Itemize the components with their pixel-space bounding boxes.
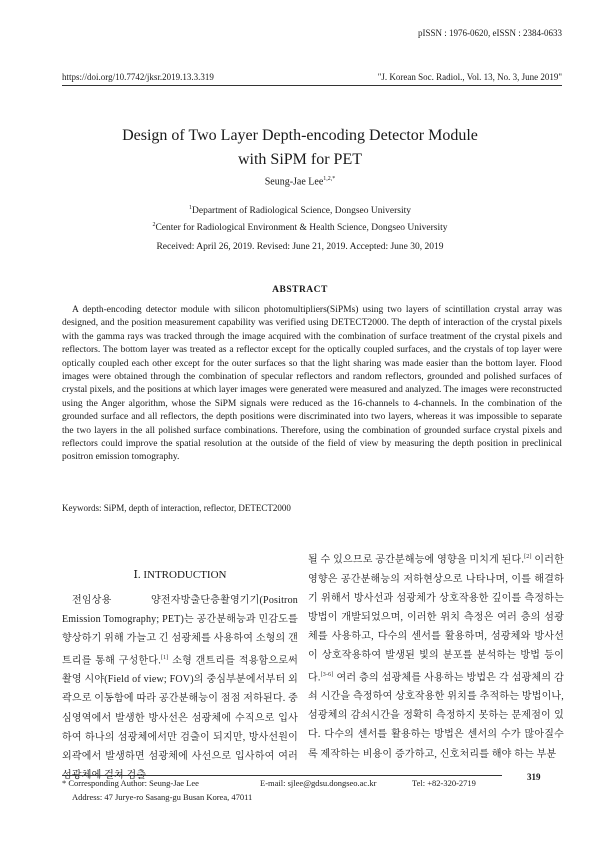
right-paragraph <box>308 548 564 764</box>
intro-text-part-1: 전임상용 양전자방출단층촬영기기(Positron Emission Tomography; PET)는 공간분해능과 민감도를 향상하기 위해 가늘고 긴 섬광체를 사용하여 소형의 갠트리를 통해 구성한다. <box>62 595 298 666</box>
author-name: Seung-Jae Lee <box>264 176 324 188</box>
affiliation-mark: 2 <box>152 222 156 228</box>
citation-marker: [1] <box>160 654 169 661</box>
right-text-part-2: 이러한 영향은 공간분해능의 저하현상으로 나타나며, 이를 해결하기 위해서 방사선과 섬광체가 상호작용한 깊이를 측정하는 방법이 개발되었으며, 이러한 위치 측정은 여러 층의 섬광체를 사용하고, 다수의 센서를 활용하며, 섬광체와 방사선이 상호작용하여 발생된 빛의 분포를 분석하는 방법 등이다. <box>308 554 564 683</box>
affiliation-2 <box>0 222 600 233</box>
footnote-divider <box>62 775 502 776</box>
author-email[interactable]: E-mail: sjlee@gdsu.dongseo.ac.kr <box>260 778 377 788</box>
submission-dates: Received: April 26, 2019. Revised: June 21, 2019. Accepted: June 30, 2019 <box>156 242 444 252</box>
right-text-part-3: 여러 층의 섬광체를 사용하는 방법은 각 섬광체의 감쇠 시간을 측정하여 상호작용한 위치를 추적하는 방법이나, 섬광체의 감쇠시간을 정확히 측정하지 못하는 문제점이 있다. 다수의 센서를 활용하는 방법은 센서의 수가 많아질수록 제작하는 비용이 증가하고, 신호처리를 해야 하는 부분 <box>308 671 564 760</box>
abstract-body: A depth-encoding detector module with silicon photomultipliers(SiPMs) using two layers of scintillation crystal array was designed, and the position measurement capability was verified using DETECT2000. The depth of interaction of the crystal pixels with the gamma rays was tracked through the image acquired with the combination of surface treatment of the crystal pixels and reflectors. The bottom layer was treated as a reflector except for the optically coupled surfaces, and the crystals of top layer were optically coupled each other except for the outer surfaces so that the light sharing was made easier than the bottom layer. Flood images were obtained through the combination of specular reflectors and random reflectors, grounded and polished surfaces of crystal pixels, and the positions at which layer images were generated were measured and analyzed. The images were reconstructed using the Anger algorithm, whose the SiPM signals were reduced as the 16-channels to 4-channels. In the combination of the grounded surface and all reflectors, the depth positions were discriminated into two layers, whereas it was impossible to separate the two layers in the all polished surface combinations. Therefore, using the combination of grounded surface crystal pixels and reflectors could improve the spatial resolution at the outside of the field of view by measuring the depth position in preclinical positron emission tomography. <box>62 305 562 463</box>
corresponding-author: * Corresponding Author: Seung-Jae Lee <box>62 778 199 788</box>
intro-text-part-2: 소형 갠트리를 적용함으로써 촬영 시야(Field of view; FOV)의 중심부분에서부터 외곽으로 이동함에 따라 공간분해능이 점점 저하된다. 중심영역에서 발생한 방사선은 섬광체에 수직으로 입사하여 하나의 섬광체에서만 검출이 되지만, 방사선원이 외곽에서 발생하면 섬광체에 사선으로 입사하여 여러 섬광체에 걸쳐 검출 <box>62 654 298 782</box>
author-phone: Tel: +82-320-2719 <box>412 778 476 788</box>
citation-marker: [2] <box>524 554 532 560</box>
author-address: Address: 47 Jurye-ro Sasang-gu Busan Korea, 47011 <box>72 792 253 802</box>
author-line <box>0 176 600 187</box>
left-column <box>62 554 298 785</box>
intro-paragraph <box>62 591 298 785</box>
affiliation-text: Department of Radiological Science, Dongseo University <box>192 206 411 217</box>
abstract-heading: ABSTRACT <box>272 285 328 295</box>
author-marks: 1,2,* <box>323 176 336 182</box>
paper-title <box>60 124 540 172</box>
affiliation-mark: 1 <box>189 205 193 211</box>
section-heading-introduction: Ⅰ. INTRODUCTION <box>133 569 227 581</box>
right-text-part-1: 될 수 있으므로 공간분해능에 영향을 미치게 된다. <box>308 554 525 566</box>
citation-marker: [3-6] <box>320 671 334 678</box>
page-number: 319 <box>527 772 541 782</box>
doi-link[interactable]: https://doi.org/10.7742/jksr.2019.13.3.319 <box>62 72 214 82</box>
title-line-1: Design of Two Layer Depth-encoding Detector Module <box>122 127 478 144</box>
affiliation-text: Center for Radiological Environment & Health Science, Dongseo University <box>155 223 448 234</box>
keywords-line: Keywords: SiPM, depth of interaction, reflector, DETECT2000 <box>62 503 291 513</box>
affiliation-1 <box>0 205 600 216</box>
issn-line: pISSN : 1976-0620, eISSN : 2384-0633 <box>417 28 562 38</box>
header-divider <box>62 85 562 86</box>
title-line-2: with SiPM for PET <box>237 151 362 168</box>
journal-reference: "J. Korean Soc. Radiol., Vol. 13, No. 3, June 2019" <box>377 72 562 82</box>
right-column <box>308 548 564 764</box>
